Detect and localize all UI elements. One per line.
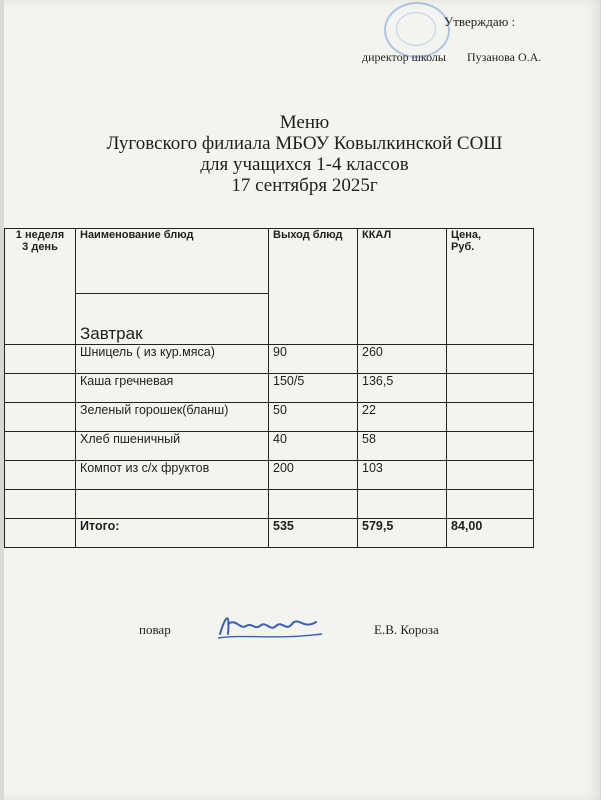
cook-signature [216,604,326,644]
dish-price [447,345,534,374]
table-row [5,345,534,374]
dish-output [269,490,358,519]
dish-output: 40 [269,432,358,461]
dish-price [447,432,534,461]
empty-cell [5,403,76,432]
title-line-2: Луговского филиала МБОУ Ковылкинской СОШ [106,133,503,154]
table-row [5,432,534,461]
dish-kcal: 103 [358,461,447,490]
empty-cell [5,432,76,461]
cook-name: Е.В. Короза [374,622,439,637]
dish-output: 50 [269,403,358,432]
approval-text: Утверждаю : [444,14,516,29]
total-label: Итого: [76,519,269,548]
table-row [5,490,534,519]
dish-price [447,374,534,403]
dish-output: 150/5 [269,374,358,403]
dish-kcal: 22 [358,403,447,432]
dish-kcal [358,490,447,519]
table-row [5,461,534,490]
dish-output: 200 [269,461,358,490]
dish-price [447,403,534,432]
empty-cell [5,461,76,490]
dish-price [447,461,534,490]
dish-header: Наименование блюд [76,229,269,294]
week-day-cell [5,229,76,345]
dish-name: Хлеб пшеничный [76,432,269,461]
menu-title [4,112,601,196]
title-line-3: для учащихся 1-4 классов [200,154,409,175]
dish-kcal: 136,5 [358,374,447,403]
total-output: 535 [269,519,358,548]
total-kcal: 579,5 [358,519,447,548]
day-label: 3 день [22,241,58,253]
dish-name: Компот из с/х фруктов [76,461,269,490]
document-sheet [4,0,600,800]
title-line-4: 17 сентября 2025г [231,175,378,196]
dish-kcal: 58 [358,432,447,461]
empty-cell [5,345,76,374]
menu-table [4,228,534,548]
table-row [5,374,534,403]
director-line [362,50,541,65]
dish-price [447,490,534,519]
meal-label: Завтрак [76,294,269,345]
director-title: директор школы [362,50,446,64]
total-row [5,519,534,548]
price-header-line1: Цена, [451,229,482,241]
dish-name: Шницель ( из кур.мяса) [76,345,269,374]
director-name: Пузанова О.А. [466,50,542,64]
empty-cell [5,374,76,403]
dish-kcal: 260 [358,345,447,374]
dish-output: 90 [269,345,358,374]
empty-cell [5,490,76,519]
dish-name: Каша гречневая [76,374,269,403]
cook-label: повар [139,622,171,637]
week-label: 1 неделя [15,229,65,241]
title-line-1: Меню [279,112,330,133]
table-header-row [5,229,534,294]
price-header [447,229,534,345]
output-header: Выход блюд [269,229,358,345]
table-row [5,403,534,432]
price-header-line2: Руб. [451,241,475,253]
dish-name: Зеленый горошек(бланш) [76,403,269,432]
dish-name [76,490,269,519]
total-price: 84,00 [447,519,534,548]
empty-cell [5,519,76,548]
kcal-header: ККАЛ [358,229,447,345]
